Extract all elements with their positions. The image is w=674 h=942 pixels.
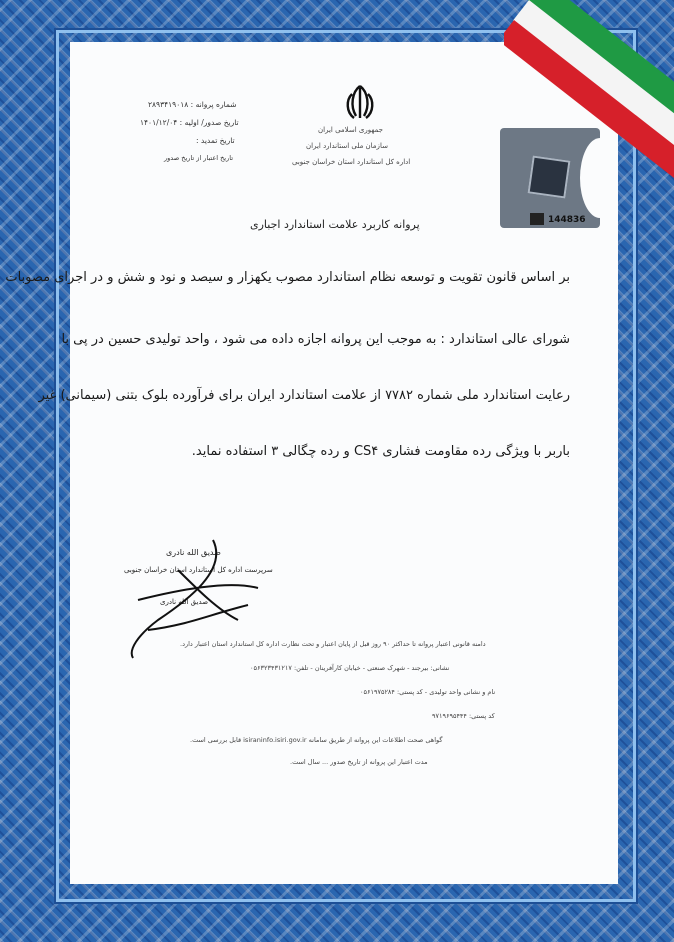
iran-emblem-icon	[342, 82, 378, 122]
issuer-line-2: سازمان ملی استاندارد ایران	[306, 142, 388, 150]
signer-role: سرپرست اداره کل استاندارد استان خراسان جنوبی	[124, 566, 273, 574]
body-line-2: شورای عالی استاندارد : به موجب این پروانه اجازه داده می شود ، واحد تولیدی حسین در پی با	[61, 332, 570, 347]
signer-stamp: صدیق الله نادری	[160, 598, 209, 606]
footer-line-3: نام و نشانی واحد تولیدی - کد پستی: ۰۵۶۱۹۷۵۲۸۴	[360, 688, 496, 696]
qr-code-icon	[530, 213, 544, 225]
footer-line-6: مدت اعتبار این پروانه از تاریخ صدور ... سال است.	[290, 758, 428, 766]
chip-icon	[528, 156, 571, 199]
footer-line-4: کد پستی: ۹۷۱۹۶۹۵۴۴۴	[432, 712, 495, 720]
issue-date: تاریخ صدور/ اولیه : ۱۴۰۱/۱۲/۰۴	[140, 118, 239, 127]
standard-logo	[500, 128, 600, 228]
footer-line-5: گواهی صحت اطلاعات این پروانه از طریق سامانه isiraninfo.isiri.gov.ir قابل بررسی است.	[190, 736, 443, 744]
issuer-line-3: اداره کل استاندارد استان خراسان جنوبی	[292, 158, 411, 166]
validity-note: تاریخ اعتبار از تاریخ صدور	[164, 154, 234, 162]
footer-line-1: دامنه قانونی اعتبار پروانه تا حداکثر ۹۰ روز قبل از پایان اعتبار و تحت نظارت اداره کل استاندارد استان اعتبار دارد.	[180, 640, 486, 648]
body-line-1: بر اساس قانون تقویت و توسعه نظام استاندارد مصوب یکهزار و سیصد و نود و شش و در اجرای مصوبات	[5, 270, 570, 285]
signer-name: صدیق الله نادری	[166, 548, 221, 557]
issuer-line-1: جمهوری اسلامی ایران	[318, 126, 383, 134]
body-line-4: باربر با ویژگی رده مقاومت فشاری CS۴ و رده چگالی ۳ استفاده نماید.	[191, 444, 570, 459]
renewal-date: تاریخ تمدید :	[196, 136, 235, 145]
footer-line-2: نشانی: بیرجند - شهرک صنعتی - خیابان کارآفرینان - تلفن: ۰۵۶۳۲۳۴۳۱۲۱۷	[250, 664, 450, 672]
certificate-title: پروانه کاربرد علامت استاندارد اجباری	[250, 218, 420, 231]
license-number: شماره پروانه : ۲۸۹۳۴۱۹۰۱۸	[148, 100, 237, 109]
signature-icon	[118, 530, 278, 670]
logo-serial: 144836	[548, 215, 586, 225]
body-line-3: رعایت استاندارد ملی شماره ۷۷۸۲ از علامت استاندارد ایران برای فرآورده بلوک بتنی (سیمانی) غیر	[38, 388, 570, 403]
